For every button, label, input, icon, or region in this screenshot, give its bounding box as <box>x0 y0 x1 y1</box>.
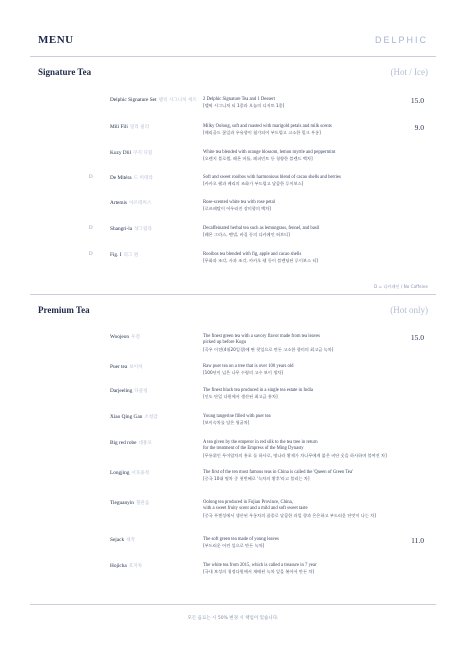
item-name-kr: 드 미테라 <box>133 176 153 181</box>
item-name-kr: 피그 원 <box>123 253 139 258</box>
item-name <box>110 124 149 130</box>
item-name-en: Longjing <box>110 470 130 476</box>
item-name-en: Artemis <box>110 200 128 206</box>
item-description <box>203 440 393 459</box>
description-line: Raw puer tea on a tree that is over 100 years old <box>203 364 294 369</box>
description-line-kr: [인도 단일 다원에서 생산된 최고급 홍차] <box>203 394 278 400</box>
item-name-en: Hojicha <box>110 563 127 569</box>
description-line: The finest green tea with a savory flavor made from tea leaves <box>203 334 321 339</box>
description-line-kr: [오렌지 블로썸, 레몬 머틀, 페퍼민트 등 청량한 블렌드 백차] <box>203 156 313 162</box>
description-line-kr: [부드러운 어린 잎으로 만든 녹차] <box>203 543 265 549</box>
description-line: Soft and sweet rooibos with harmonious blend of cacao shells and berries <box>203 175 341 180</box>
item-name-kr: 쿠지 디릴 <box>133 151 153 156</box>
item-name-en: Kuzy Dlil <box>110 150 132 156</box>
description-line: The white tea from 2015, which is called a treasure in 7 year <box>203 563 317 568</box>
item-name <box>110 97 197 103</box>
description-line-kr: [중국 푸젠성에서 생산된 우롱차의 품종로 달콤한 과일 향과 은은하고 부드러운 단맛이 나는 차] <box>203 512 376 518</box>
item-name-kr: 서호용정 <box>131 471 150 476</box>
item-description <box>203 334 393 353</box>
description-line: The soft green tea made of young leaves <box>203 537 279 542</box>
item-description <box>203 388 393 401</box>
divider <box>30 294 436 295</box>
item-name-kr: 보이차 <box>129 365 143 370</box>
decaf-mark: D <box>89 226 93 231</box>
item-name-en: De Mitéra <box>110 175 132 181</box>
description-line-kr: [레몬 그라스, 펜넬, 바질 등의 디카페인 허브티] <box>203 232 290 238</box>
description-line-kr: [보이숙차를 담은 영귤차] <box>203 420 250 426</box>
description-line-kr: [무화과 조각, 사과 조각, 카카오 쉘 등이 블렌딩된 루이보스 티] <box>203 258 318 264</box>
item-name-kr: 델픽 시그니처 세트 <box>158 98 197 103</box>
item-name-en: Mili Fili <box>110 124 128 130</box>
item-name <box>110 226 152 232</box>
description-line: Milky Oolong, soft and roasted with marigold petals and milk scents <box>203 124 332 129</box>
description-line: Oolong tea produced in Fujian Province, China, <box>203 500 293 505</box>
section-note-premium: (Hot only) <box>390 305 428 315</box>
item-description <box>203 226 393 239</box>
item-name <box>110 175 153 181</box>
description-line: Decaffeinated herbal tea such as lemongrass, fennel, and basil <box>203 226 320 231</box>
item-name <box>110 200 151 206</box>
item-name <box>110 537 135 543</box>
item-name-kr: 밀리 필리 <box>129 125 150 130</box>
description-line-kr: [중국 10대 명차 중 첫번째로 '녹차의 황후'라고 불리는 차] <box>203 476 310 482</box>
description-line: White tea blended with orange blossom, lemon myrtle and peppermint <box>203 150 336 155</box>
footer-note: 모든 음료는 시 50% 변경 시 책임이 있습니다. <box>187 616 279 621</box>
item-name-en: Xiao Qing Gan <box>110 414 143 420</box>
description-line-kr: [로즈페탈이 어우러진 장미향의 백차] <box>203 206 271 212</box>
brand-logo: DELPHIC <box>374 35 428 45</box>
item-description <box>203 252 393 265</box>
description-line: 2 Delphic Signature Tea and 1 Dessert <box>203 97 275 102</box>
item-name <box>110 252 138 258</box>
item-name-kr: 호지차 <box>128 564 143 569</box>
description-line-kr: [100년이 넘은 나무 수령의 고수 보이 생차] <box>203 370 283 376</box>
item-price: 15.0 <box>410 333 424 342</box>
description-line: with a sweet fruity scent and a mild and soft sweet taste <box>203 506 308 512</box>
description-line: picked up before Kogu <box>203 340 247 346</box>
item-name <box>110 388 148 394</box>
section-note-signature: (Hot / Ice) <box>390 67 428 77</box>
item-description <box>203 563 393 576</box>
section-title-signature: Signature Tea <box>38 67 92 77</box>
item-price: 15.0 <box>410 96 424 105</box>
decaf-mark: D <box>89 252 93 257</box>
description-line: A tea given by the emperor in red silk to the tea tree in return <box>203 440 318 445</box>
description-line-kr: [메리골드 꽃잎과 우유향이 첨가되어 부드럽고 고소한 밀크 우롱] <box>203 130 321 136</box>
description-line-kr: [카카오 쉘과 베리의 조화가 부드럽고 달콤한 루이보스] <box>203 181 304 187</box>
description-line-kr: [곡우 이전(4월20일경)에 딴 찻잎으로 만든 고소한 향미의 최고급 녹차] <box>203 346 334 352</box>
item-description <box>203 124 393 137</box>
item-price: 9.0 <box>414 123 424 132</box>
item-name-kr: 소청감 <box>144 415 158 420</box>
description-line: Rooibos tea blended with fig, apple and cacao shells <box>203 252 302 257</box>
item-name-en: Sejack <box>110 537 125 543</box>
description-line-kr: [무릉위인 무이암차의 홍포 를 하사로, 명나라 황제가 차나무에게 붉은 비단 옷을 하사하며 불여진 차] <box>203 452 387 458</box>
item-name-en: Darjeeling <box>110 388 133 394</box>
decaf-footnote: D = 디카페인 / No Caffeine <box>373 284 428 289</box>
divider <box>30 56 436 57</box>
description-line-kr: [델픽 시그니처 티 1종과 오늘의 디저트 1종] <box>203 103 285 109</box>
item-name-en: Woojeon <box>110 334 129 340</box>
item-description <box>203 97 393 110</box>
decaf-mark: D <box>89 175 93 180</box>
item-name <box>110 334 140 340</box>
item-name-en: Delphic Signature Set <box>110 97 157 103</box>
item-description <box>203 414 393 427</box>
description-line-kr: [국내 보성의 청정다원에서 재배된 녹차 잎을 볶아서 만든 차] <box>203 569 315 575</box>
item-name-en: Big red robe <box>110 440 137 446</box>
item-name <box>110 470 149 476</box>
item-price: 11.0 <box>411 536 424 545</box>
item-name <box>110 414 158 420</box>
description-line: The first of the ten most famous teas in China is called the 'Queen of Green Tea' <box>203 470 353 475</box>
item-name-kr: 세작 <box>126 538 136 543</box>
item-name-en: Tieguanyin <box>110 500 134 506</box>
item-description <box>203 150 393 163</box>
section-title-premium: Premium Tea <box>38 305 90 315</box>
item-description <box>203 470 393 483</box>
item-name <box>110 440 152 446</box>
item-description <box>203 500 393 519</box>
item-name-kr: 우전 <box>131 335 140 340</box>
item-name-kr: 다즐링 <box>134 389 148 394</box>
description-line: Rose-scented white tea with rose petal <box>203 200 275 205</box>
page-title: MENU <box>38 34 74 46</box>
header <box>38 34 428 50</box>
item-name <box>110 500 149 506</box>
item-description <box>203 175 393 188</box>
item-description <box>203 200 393 213</box>
item-name-en: Shangri-la <box>110 226 133 232</box>
item-name-kr: 대홍포 <box>138 441 152 446</box>
item-name <box>110 364 143 370</box>
item-name-kr: 아르테미스 <box>129 201 152 206</box>
item-name <box>110 563 142 569</box>
item-name-kr: 철관음 <box>135 501 150 506</box>
divider <box>30 604 436 605</box>
item-name-kr: 샹그릴라 <box>134 227 152 232</box>
description-line: The finest black tea produced in a single tea estate in India <box>203 388 313 393</box>
item-description <box>203 364 393 377</box>
description-line: for the treatment of the Empress of the Ming Dynasty <box>203 446 304 452</box>
item-description <box>203 537 393 550</box>
item-name-en: Fig. I <box>110 252 122 258</box>
description-line: Young tangerine filled with puer tea <box>203 414 271 419</box>
item-name <box>110 150 152 156</box>
item-name-en: Puer tea <box>110 364 128 370</box>
